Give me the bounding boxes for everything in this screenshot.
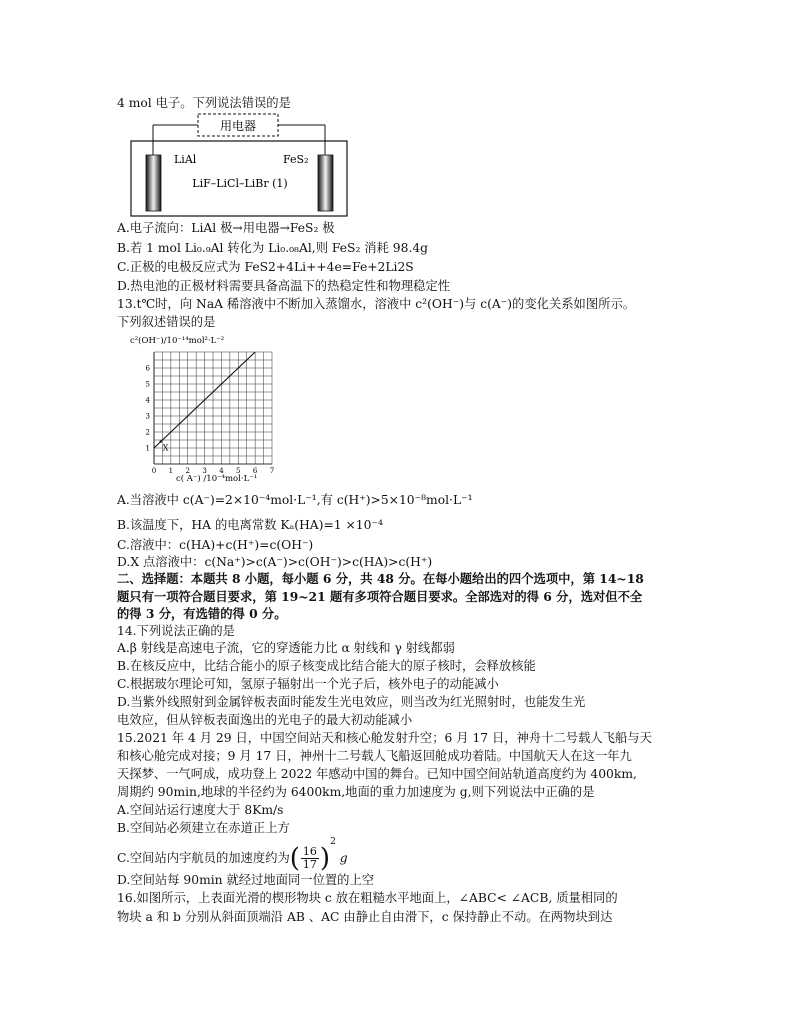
g-symbol: g (339, 851, 348, 865)
point-x (160, 440, 162, 442)
left-electrode (146, 155, 161, 211)
option-b: B.该温度下，HA 的电离常数 Kₐ(HA)=1 ×10⁻⁴ (117, 518, 383, 532)
x-tick-label: 7 (269, 467, 275, 475)
option-b: B.在核反应中，比结合能小的原子核变成比结合能大的原子核时，会释放核能 (117, 659, 536, 673)
y-tick-label: 4 (145, 396, 150, 405)
y-tick-label: 6 (145, 364, 150, 373)
left-electrode-label: LiAl (174, 153, 197, 166)
question-15-cont: 周期约 90min,地球的半径约为 6400km,地面的重力加速度为 g,则下列说法中正确的是 (117, 785, 595, 799)
question-15-cont: 和核心舱完成对接；9 月 17 日，神州十二号载人飞船返回舱成功着陆。中国航天人在这一年九 (117, 749, 632, 763)
option-a: A.β 射线是高速电子流，它的穿透能力比 α 射线和 γ 射线都弱 (117, 641, 455, 655)
option-c: C.空间站内宇航员的加速度约为( $\frac{16}{17}$ )$^2$ g (117, 837, 348, 874)
electrolyte-label: LiF–LiCl–LiBr (1) (192, 177, 288, 190)
chart-grid (154, 352, 272, 464)
question-15: 15.2021 年 4 月 29 日，中国空间站天和核心舱发射升空；6 月 17 日，神舟十二号载人飞船与天 (117, 731, 652, 745)
x-tick-label: 3 (202, 467, 207, 475)
device-label: 用电器 (219, 119, 257, 133)
option-b: B.若 1 mol Li₀.₉Al 转化为 Li₀.₀₈Al,则 FeS₂ 消耗 98.4g (117, 241, 429, 255)
point-x-label: X (162, 443, 169, 453)
option-a: A.电子流向：LiAl 极→用电器→FeS₂ 极 (117, 221, 335, 235)
x-tick-label: 6 (252, 467, 258, 475)
option-b: B.空间站必须建立在赤道正上方 (117, 821, 290, 835)
option-d: D.X 点溶液中：c(Na⁺)>c(A⁻)>c(OH⁻)>c(HA)>c(H⁺) (117, 555, 433, 569)
x-tick-label: 0 (151, 467, 157, 475)
question-15-cont: 天探梦、一气呵成，成功登上 2022 年感动中国的舞台。已知中国空间站轨道高度约为 400km, (117, 767, 637, 781)
text-line: 4 mol 电子。下列说法错误的是 (117, 96, 291, 110)
section-heading-cont: 的得 3 分，有选错的得 0 分。 (117, 606, 287, 621)
y-tick-label: 3 (145, 412, 150, 421)
right-electrode (318, 155, 333, 211)
section-heading-cont: 题只有一项符合题目要求，第 19~21 题有多项符合题目要求。全部选对的得 6 分，选对但不全 (117, 589, 643, 604)
question-14: 14.下列说法正确的是 (117, 624, 235, 638)
y-tick-label: 1 (145, 444, 150, 453)
option-c: C.正极的电极反应式为 FeS2+4Li++4e=Fe+2Li2S (117, 260, 414, 274)
question-16-cont: 物块 a 和 b 分别从斜面顶端沿 AB 、AC 由静止自由滑下，c 保持静止不动。在两物块到达 (117, 910, 613, 924)
option-d: D.空间站每 90min 就经过地面同一位置的上空 (117, 873, 375, 887)
option-c: C.根据玻尔理论可知，氢原子辐射出一个光子后，核外电子的动能减小 (117, 677, 499, 691)
option-d-cont: 电效应，但从锌板表面逸出的光电子的最大初动能减小 (117, 713, 413, 727)
right-electrode-label: FeS₂ (283, 153, 309, 166)
exponent: 2 (330, 837, 336, 847)
option-d: D.当紫外线照射到金属锌板表面时能发生光电效应，则当改为红光照射时，也能发生光 (117, 695, 586, 709)
x-tick-label: 4 (219, 467, 224, 475)
question-13: 13.t℃时，向 NaA 稀溶液中不断加入蒸馏水，溶液中 c²(OH⁻)与 c(A⁻)的变化关系如图所示。 (117, 297, 636, 311)
x-axis-label: c( A⁻) /10⁻⁴mol·L⁻¹ (176, 474, 258, 484)
x-tick-label: 5 (236, 467, 241, 475)
option-a: A.空间站运行速度大于 8Km/s (117, 803, 284, 817)
y-tick-label: 2 (145, 428, 150, 437)
fraction: $\frac{16}{17}$ (302, 845, 317, 871)
y-axis-label: c²(OH⁻)/10⁻¹⁴mol²·L⁻² (130, 336, 225, 346)
battery-diagram (130, 111, 348, 217)
option-c-text: C.空间站内宇航员的加速度约为 (117, 851, 290, 865)
section-heading: 二、选择题：本题共 8 小题，每小题 6 分，共 48 分。在每小题给出的四个选项中，第 14~18 (117, 571, 644, 586)
x-tick-label: 2 (185, 467, 190, 475)
question-13-cont: 下列叙述错误的是 (117, 315, 216, 329)
x-tick-label: 1 (168, 467, 174, 475)
option-a: A.当溶液中 c(A⁻)=2×10⁻⁴mol·L⁻¹,有 c(H⁺)>5×10⁻⁸mol·L⁻¹ (117, 493, 473, 507)
question-16: 16.如图所示，上表面光滑的楔形物块 c 放在粗糙水平地面上，∠ABC< ∠ACB, 质量相同的 (117, 891, 618, 905)
option-d: D.热电池的正极材料需要具备高温下的热稳定性和物理稳定性 (117, 279, 451, 293)
y-tick-label: 5 (145, 380, 150, 389)
chart (124, 330, 284, 485)
option-c: C.溶液中：c(HA)+c(H⁺)=c(OH⁻) (117, 538, 314, 552)
